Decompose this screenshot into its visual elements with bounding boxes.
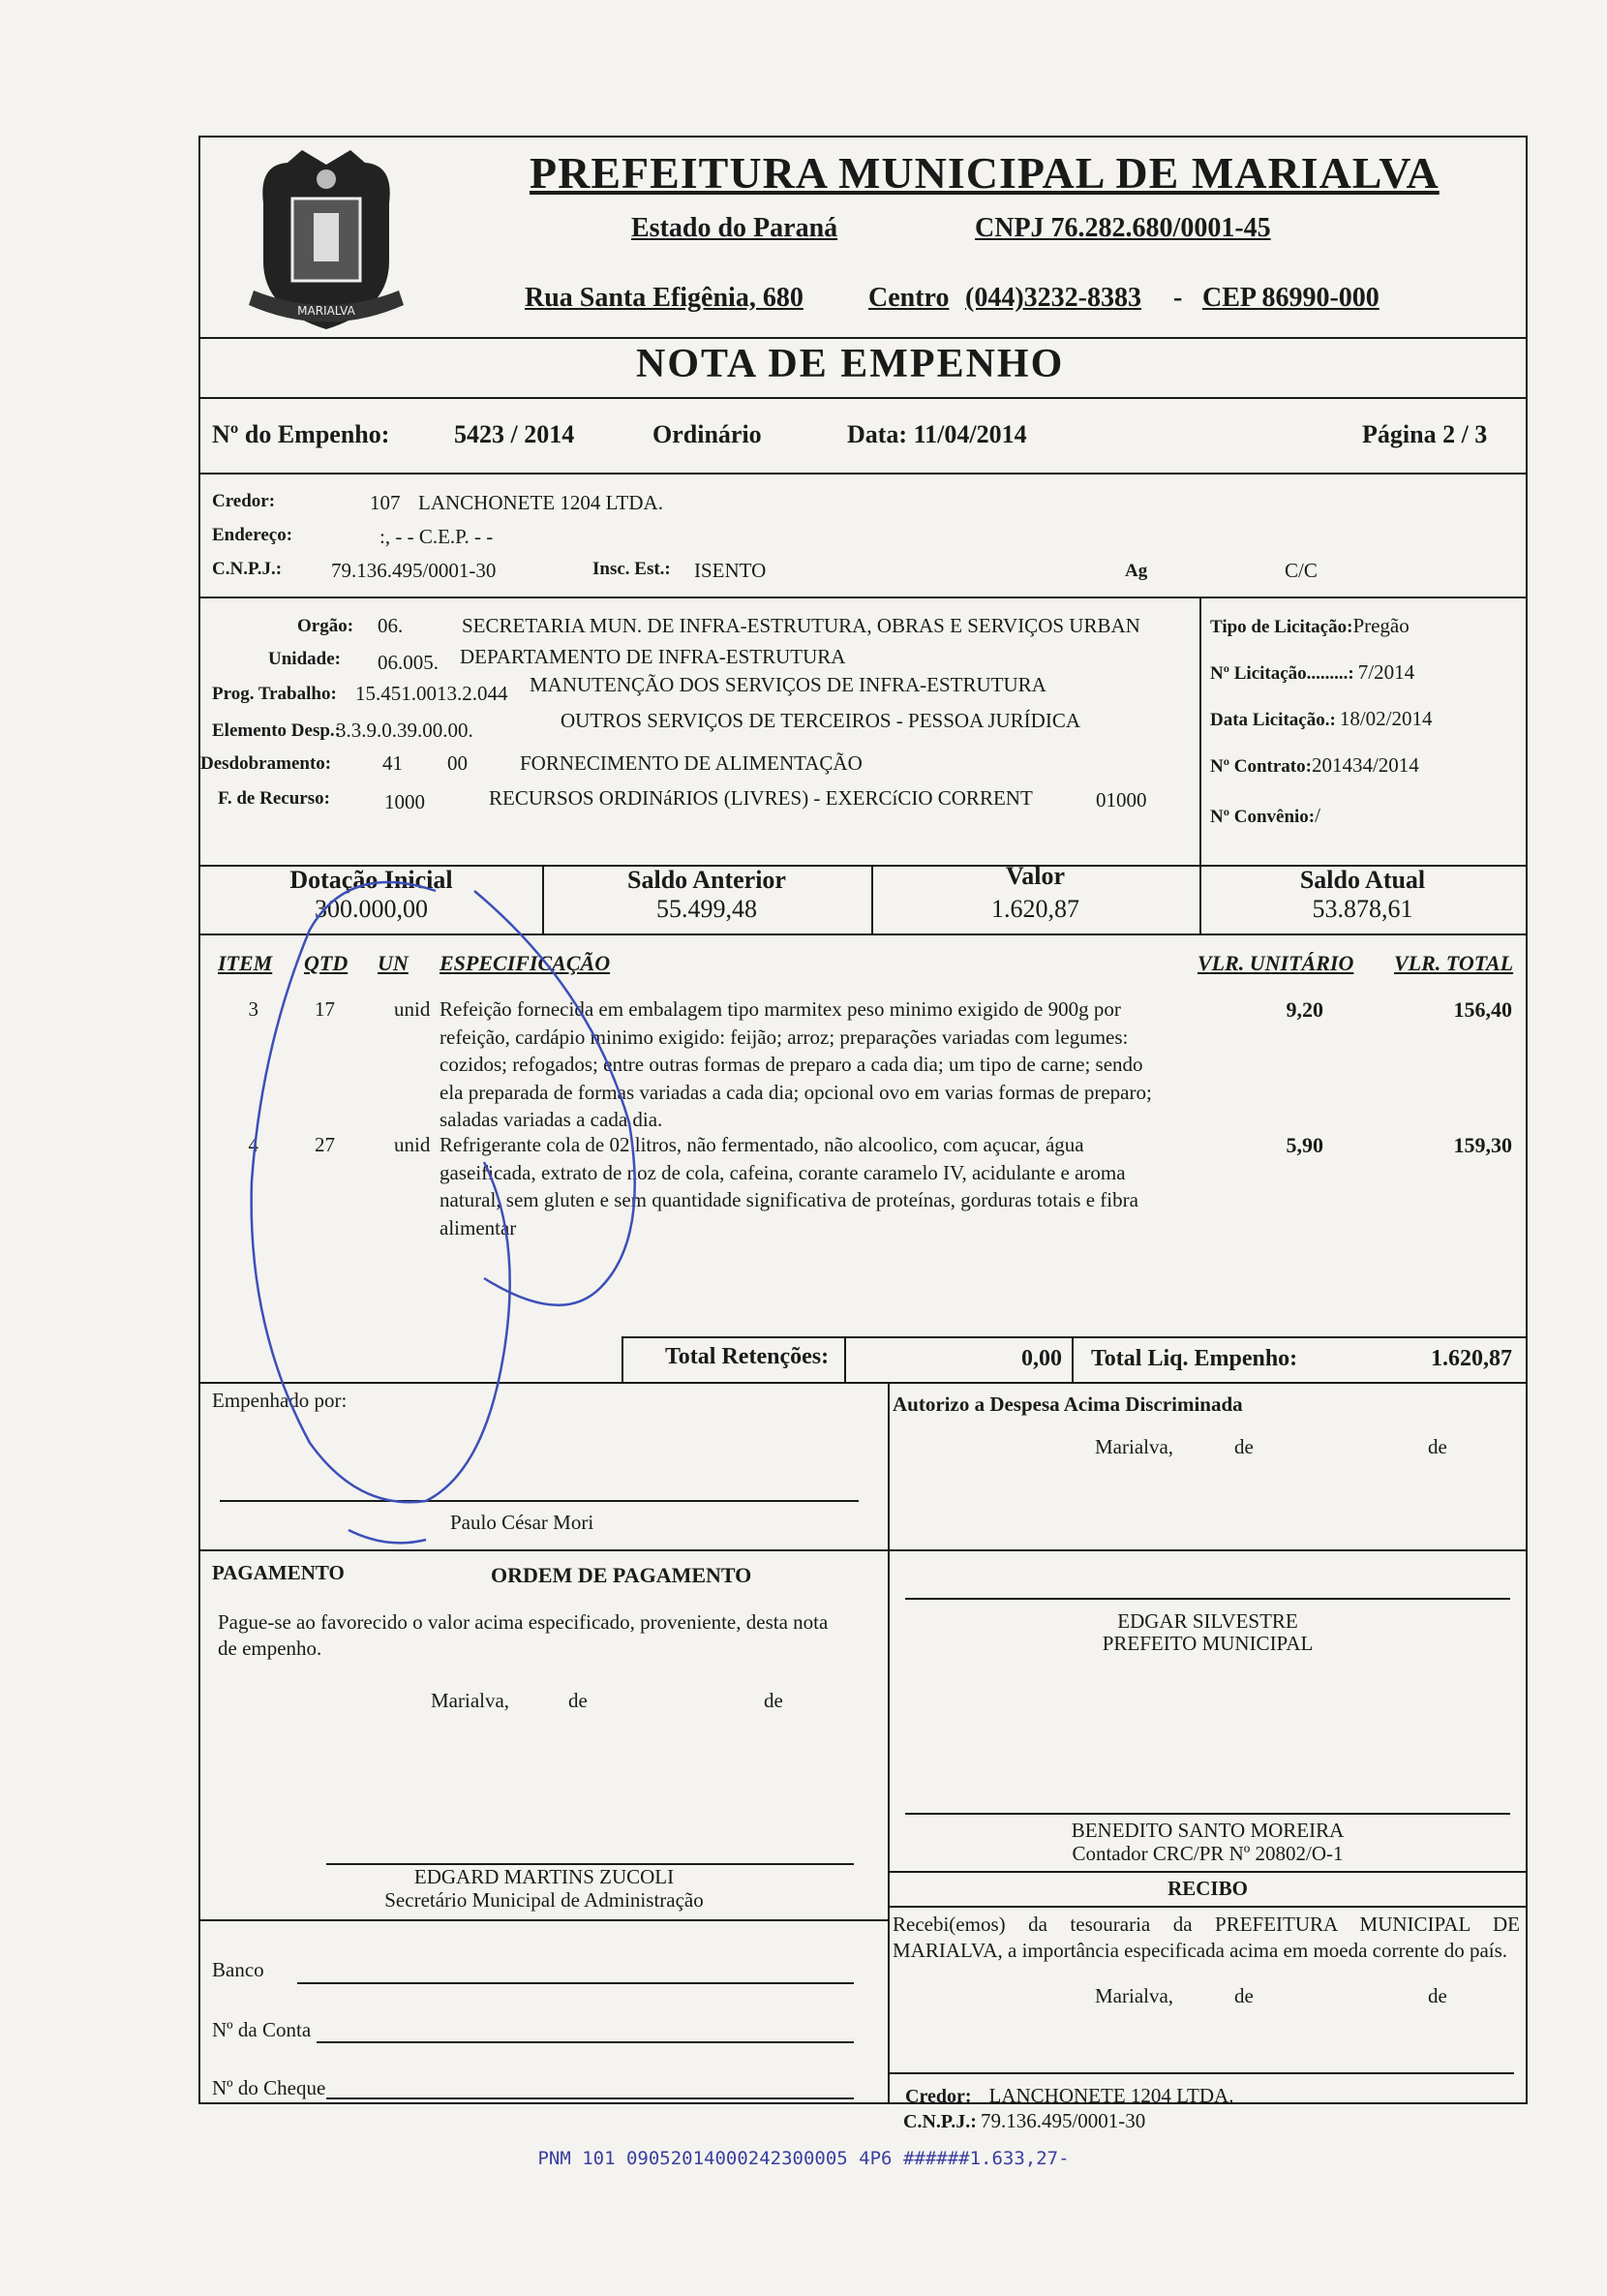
desdobramento-label: Desdobramento: — [200, 753, 332, 774]
unidade-label: Unidade: — [268, 649, 341, 669]
credor-cnpj: 79.136.495/0001-30 — [331, 559, 497, 582]
col-item: ITEM — [218, 951, 273, 975]
cnpj-prefeitura: CNPJ 76.282.680/0001-45 — [975, 213, 1271, 243]
prefeito-nome: EDGAR SILVESTRE — [1117, 1609, 1298, 1633]
col-especificacao: ESPECIFICAÇÃO — [440, 951, 611, 975]
credor-codigo: 107 — [370, 491, 401, 514]
empenho-numero: 5423 / 2014 — [454, 420, 575, 448]
desdobramento-codigo-2: 00 — [447, 751, 468, 775]
saldo-anterior-label: Saldo Anterior — [627, 866, 786, 894]
cc-label: C/C — [1285, 559, 1318, 582]
desdobramento-nome: FORNECIMENTO DE ALIMENTAÇÃO — [520, 751, 863, 775]
credor-insc: ISENTO — [694, 559, 767, 582]
item-1-un: unid — [394, 997, 431, 1021]
cnpj-label: C.N.P.J.: — [212, 559, 283, 579]
item-2-qtd: 27 — [315, 1133, 335, 1156]
estado: Estado do Paraná — [631, 213, 838, 243]
col-un: UN — [378, 951, 409, 975]
valor: 1.620,87 — [991, 895, 1079, 923]
desdobramento-codigo-1: 41 — [382, 751, 403, 775]
pagamento-de-2: de — [764, 1689, 783, 1712]
item-1-qtd: 17 — [315, 997, 335, 1021]
unidade-nome: DEPARTAMENTO DE INFRA-ESTRUTURA — [460, 645, 846, 668]
convenio-label: Nº Convênio: — [1210, 807, 1316, 827]
contador-nome: BENEDITO SANTO MOREIRA — [1071, 1819, 1345, 1842]
footer-code: PNM 101 09052014000242300005 4P6 ######1.633,27- — [537, 2148, 1070, 2169]
item-1-vlr-total: 156,40 — [1453, 997, 1512, 1022]
endereco-label: Endereço: — [212, 525, 293, 545]
total-retencoes: 0,00 — [1021, 1346, 1062, 1371]
item-1-numero: 3 — [248, 997, 258, 1021]
contrato-label: Nº Contrato: — [1210, 756, 1312, 777]
col-qtd: QTD — [304, 951, 349, 975]
num-licitacao-label: Nº Licitação.........: — [1210, 663, 1354, 684]
endereco-prefeitura: Rua Santa Efigênia, 680 — [525, 283, 804, 313]
empenho-tipo: Ordinário — [652, 420, 762, 448]
recibo-texto: Recebi(emos) da tesouraria da PREFEITURA MUNICIPAL DE MARIALVA, a importância especificada acima em moeda corrente do país. — [893, 1913, 1520, 1962]
prog-codigo: 15.451.0013.2.044 — [355, 682, 508, 705]
pagamento-de-1: de — [568, 1689, 588, 1712]
recibo-credor: LANCHONETE 1204 LTDA. — [988, 2084, 1234, 2107]
contador-cargo: Contador CRC/PR Nº 20802/O-1 — [1072, 1842, 1344, 1865]
total-retencoes-label: Total Retenções: — [665, 1344, 830, 1369]
handwritten-signature-icon — [194, 872, 678, 1569]
tipo-licitacao-label: Tipo de Licitação: — [1210, 617, 1353, 637]
conta-label: Nº da Conta — [212, 2018, 312, 2041]
dotacao-label: Dotação Inicial — [289, 866, 453, 894]
orgao-nome: SECRETARIA MUN. DE INFRA-ESTRUTURA, OBRAS E SERVIÇOS URBAN — [462, 614, 1140, 637]
credor-nome: LANCHONETE 1204 LTDA. — [418, 491, 663, 514]
recibo-cnpj-label: C.N.P.J.: — [903, 2111, 977, 2132]
total-liquido-label: Total Liq. Empenho: — [1091, 1346, 1298, 1371]
page-title: PREFEITURA MUNICIPAL DE MARIALVA — [530, 148, 1440, 198]
recibo-cnpj: 79.136.495/0001-30 — [980, 2109, 1146, 2132]
item-2-numero: 4 — [248, 1133, 258, 1156]
recibo-label: RECIBO — [1167, 1877, 1248, 1900]
pagamento-cidade: Marialva, — [431, 1689, 510, 1712]
telefone: (044)3232-8383 — [965, 283, 1141, 313]
convenio: / — [1315, 804, 1320, 827]
cheque-label: Nº do Cheque — [212, 2076, 326, 2099]
empenho-pagina: Página 2 / 3 — [1362, 420, 1488, 448]
prefeito-cargo: PREFEITO MUNICIPAL — [1102, 1632, 1314, 1655]
cep-separator: - — [1173, 283, 1183, 313]
tipo-licitacao: Pregão — [1352, 614, 1410, 637]
bairro: Centro — [868, 283, 950, 313]
insc-label: Insc. Est.: — [592, 559, 671, 579]
empenhado-por-nome: Paulo César Mori — [450, 1511, 594, 1534]
saldo-atual-valor: 53.878,61 — [1312, 895, 1413, 923]
dotacao-valor: 300.000,00 — [315, 895, 428, 923]
doc-title: NOTA DE EMPENHO — [636, 342, 1065, 386]
recurso-label: F. de Recurso: — [218, 788, 330, 809]
item-2-un: unid — [394, 1133, 431, 1156]
col-vlr-unitario: VLR. UNITÁRIO — [1198, 951, 1354, 975]
elemento-nome: OUTROS SERVIÇOS DE TERCEIROS - PESSOA JURÍDICA — [561, 709, 1081, 732]
municipal-seal-icon — [244, 145, 409, 334]
elemento-label: Elemento Desp.: — [212, 720, 341, 741]
svg-text:MARIALVA: MARIALVA — [297, 304, 355, 318]
ordem-pagamento-label: ORDEM DE PAGAMENTO — [491, 1563, 752, 1587]
elemento-codigo: 3.3.9.0.39.00.00. — [336, 719, 473, 742]
autorizo-de-2: de — [1428, 1435, 1447, 1458]
autorizo-label: Autorizo a Despesa Acima Discriminada — [893, 1393, 1243, 1416]
orgao-label: Orgão: — [297, 616, 354, 636]
data-licitacao-label: Data Licitação.: — [1210, 710, 1336, 730]
pague-se-texto: Pague-se ao favorecido o valor acima especificado, proveniente, desta nota de empenho. — [218, 1610, 829, 1660]
item-2-vlr-total: 159,30 — [1453, 1133, 1512, 1157]
recibo-de-2: de — [1428, 1984, 1447, 2007]
item-2-vlr-unitario: 5,90 — [1286, 1133, 1323, 1157]
empenhado-por-label: Empenhado por: — [212, 1389, 348, 1412]
secretario-cargo: Secretário Municipal de Administração — [384, 1888, 704, 1912]
recurso-nome: RECURSOS ORDINáRIOS (LIVRES) - EXERCíCIO CORRENT — [489, 786, 1033, 810]
col-vlr-total: VLR. TOTAL — [1394, 951, 1514, 975]
data-licitacao: 18/02/2014 — [1339, 707, 1433, 730]
recibo-de-1: de — [1234, 1984, 1254, 2007]
empenho-data: Data: 11/04/2014 — [847, 420, 1027, 448]
item-1-descricao: Refeição fornecida em embalagem tipo marmitex peso minimo exigido de 900g por refeição, cardápio minimo exigido: feijão; arroz; preparações variadas com legumes: cozidos; refogados; entre outras formas de preparo a cada dia; um tipo de carne; sendo ela preparada de formas variadas a cada dia; opcional ovo em varias formas de preparo; saladas variadas a cada dia. — [440, 997, 1152, 1131]
item-1-vlr-unitario: 9,20 — [1286, 997, 1323, 1022]
recibo-credor-label: Credor: — [905, 2086, 972, 2107]
prog-label: Prog. Trabalho: — [212, 684, 337, 704]
secretario-nome: EDGARD MARTINS ZUCOLI — [413, 1865, 675, 1888]
cep: CEP 86990-000 — [1202, 283, 1380, 313]
pagamento-label: PAGAMENTO — [212, 1561, 345, 1584]
banco-label: Banco — [212, 1958, 264, 1981]
recurso-codigo-2: 01000 — [1096, 788, 1147, 811]
recibo-cidade: Marialva, — [1095, 1984, 1174, 2007]
valor-label: Valor — [1005, 862, 1066, 890]
ag-label: Ag — [1125, 561, 1148, 581]
autorizo-cidade: Marialva, — [1095, 1435, 1174, 1458]
contrato: 201434/2014 — [1311, 753, 1419, 777]
saldo-atual-label: Saldo Atual — [1299, 866, 1426, 894]
orgao-codigo: 06. — [378, 614, 404, 637]
prog-nome: MANUTENÇÃO DOS SERVIÇOS DE INFRA-ESTRUTURA — [530, 673, 1046, 696]
num-licitacao: 7/2014 — [1357, 660, 1415, 684]
total-liquido: 1.620,87 — [1431, 1346, 1512, 1371]
recurso-codigo: 1000 — [384, 790, 425, 813]
item-2-descricao: Refrigerante cola de 02 litros, não fermentado, não alcoolico, com açucar, água gaseificada, extrato de noz de cola, cafeina, corante caramelo IV, acidulante e aroma natural, sem gluten e sem quantidade significativa de proteínas, gorduras totais e fibra alimentar — [440, 1133, 1138, 1240]
empenho-numero-label: Nº do Empenho: — [212, 420, 390, 448]
saldo-anterior-valor: 55.499,48 — [656, 895, 757, 923]
credor-label: Credor: — [212, 491, 276, 511]
autorizo-de-1: de — [1234, 1435, 1254, 1458]
credor-endereco: :, - - C.E.P. - - — [379, 525, 494, 548]
unidade-codigo: 06.005. — [378, 651, 439, 674]
